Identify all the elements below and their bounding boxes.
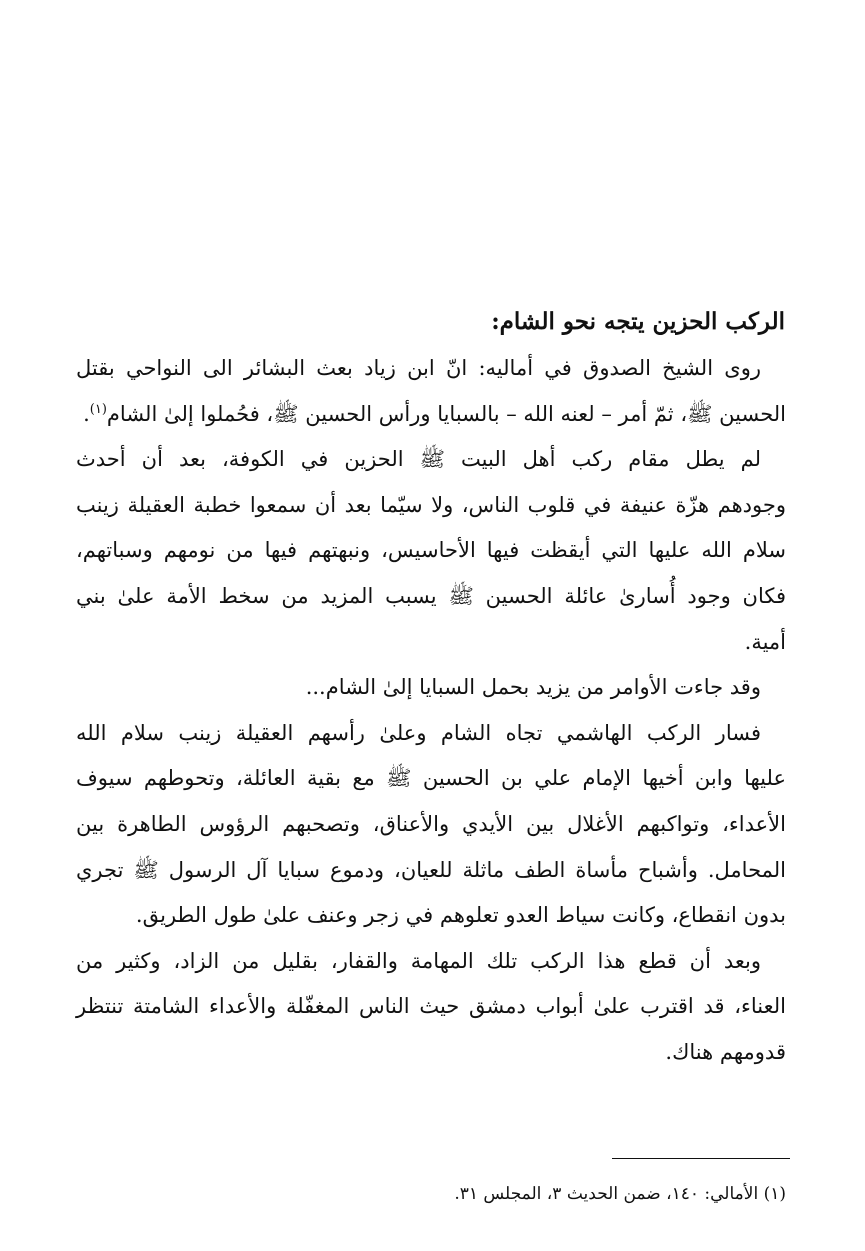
paragraph-1 <box>76 346 786 437</box>
text-line: قدومهم هناك. <box>665 1039 786 1064</box>
text-line: العناء، قد اقترب علىٰ أبواب دمشق حيث الناس المغفّلة والأعداء الشامتة تنتظر <box>76 994 786 1019</box>
text-line: المحامل. وأشباح مأساة الطف ماثلة للعيان، ودموع سبايا آل الرسول ﷺ تجري <box>76 857 786 882</box>
paragraph-4 <box>76 711 786 939</box>
paragraph-5 <box>76 939 786 1076</box>
text-line: وجودهم هزّة عنيفة في قلوب الناس، ولا سيّما بعد أن سمعوا خطبة العقيلة زينب <box>76 492 786 517</box>
text-line: روى الشيخ الصدوق في أماليه: انّ ابن زياد بعث البشائر الى النواحي بقتل <box>76 356 761 380</box>
text-line: أمية. <box>744 629 786 654</box>
text-line: وبعد أن قطع هذا الركب تلك المهامة والقفار، بقليل من الزاد، وكثير من <box>76 948 761 973</box>
text-line <box>76 392 786 438</box>
sentence-end: . <box>83 401 90 426</box>
text-line: فسار الركب الهاشمي تجاه الشام وعلىٰ رأسهم العقيلة زينب سلام الله <box>76 720 761 745</box>
section-title: الركب الحزين يتجه نحو الشام: <box>491 308 785 335</box>
text-line: وقد جاءت الأوامر من يزيد بحمل السبايا إلىٰ الشام... <box>305 675 761 700</box>
text-line-content: الحسين ﷺ، ثمّ أمر – لعنه الله – بالسبايا ورأس الحسين ﷺ، فحُملوا إلىٰ الشام <box>106 401 786 426</box>
paragraph-2 <box>76 437 786 665</box>
text-line: لم يطل مقام ركب أهل البيت ﷺ الحزين في الكوفة، بعد أن أحدث <box>76 447 761 472</box>
text-line: بدون انقطاع، وكانت سياط العدو تعلوهم في زجر وعنف علىٰ طول الطريق. <box>135 903 786 928</box>
paragraph-3 <box>76 665 786 711</box>
body-text <box>76 346 786 1076</box>
footnote-reference[interactable]: (١) <box>89 401 107 417</box>
footnote-divider <box>612 1158 790 1159</box>
text-line: عليها وابن أخيها الإمام علي بن الحسين ﷺ مع بقية العائلة، وتحوطهم سيوف <box>76 766 786 791</box>
text-line: سلام الله عليها التي أيقظت فيها الأحاسيس، ونبهتهم فيها من نومهم وسباتهم، <box>76 538 786 563</box>
text-line: الأعداء، وتواكبهم الأغلال بين الأيدي والأعناق، وتصحبهم الرؤوس الطاهرة بين <box>76 811 786 836</box>
footnote: (١) الأمالي: ١٤٠، ضمن الحديث ٣، المجلس ٣١. <box>454 1184 786 1204</box>
text-line: فكان وجود أُسارىٰ عائلة الحسين ﷺ يسبب المزيد من سخط الأمة علىٰ بني <box>76 583 786 608</box>
